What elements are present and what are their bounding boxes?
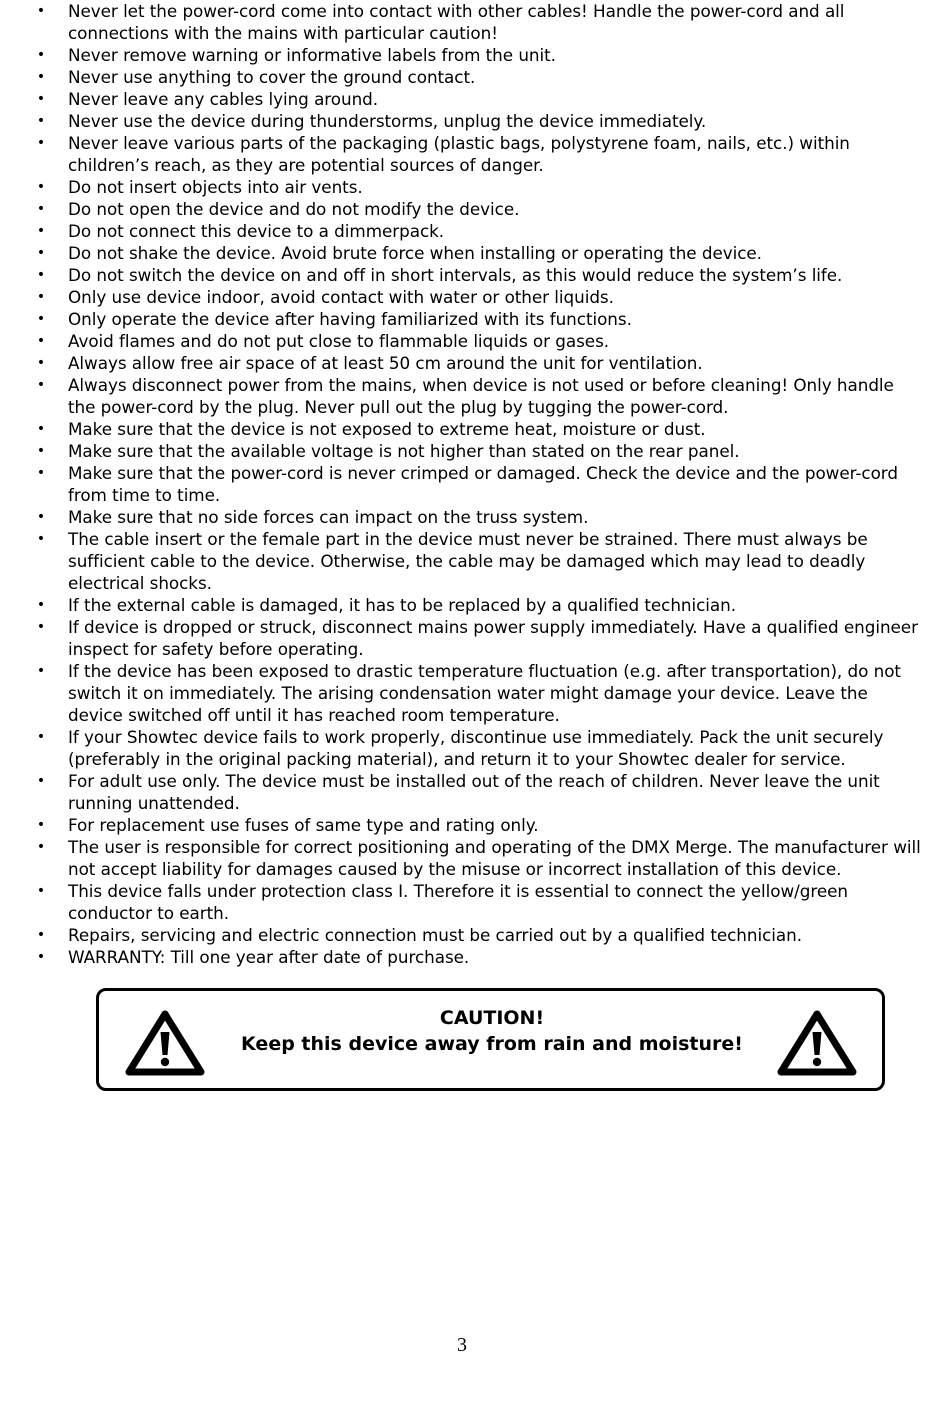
list-item [30,924,925,946]
list-item-text: Only operate the device after having familiarized with its functions. [68,309,632,329]
safety-instructions-list [30,0,925,968]
list-item [30,726,925,770]
list-item-text: Avoid flames and do not put close to flammable liquids or gases. [68,331,610,351]
list-item [30,506,925,528]
bullet-icon: • [36,773,46,789]
list-item [30,0,925,44]
bullet-icon: • [36,509,46,525]
list-item [30,88,925,110]
list-item-text: Make sure that the power-cord is never crimped or damaged. Check the device and the power-cord from time to time. [68,463,898,505]
list-item-text: Do not connect this device to a dimmerpack. [68,221,445,241]
bullet-icon: • [36,311,46,327]
bullet-icon: • [36,113,46,129]
list-item-text: Always allow free air space of at least 50 cm around the unit for ventilation. [68,353,703,373]
list-item-text: Repairs, servicing and electric connection must be carried out by a qualified technician. [68,925,802,945]
caution-box [96,988,885,1091]
list-item [30,44,925,66]
bullet-icon: • [36,3,46,19]
list-item-text: If the device has been exposed to drastic temperature fluctuation (e.g. after transportation), do not switch it on immediately. The arising condensation water might damage your device. Leave the device switched off until it has reached room temperature. [68,661,901,725]
list-item [30,264,925,286]
list-item-text: If your Showtec device fails to work properly, discontinue use immediately. Pack the unit securely (preferably in the original packing material), and return it to your Showtec dealer for service. [68,727,884,769]
list-item-text: This device falls under protection class I. Therefore it is essential to connect the yellow/green conductor to earth. [68,881,848,923]
list-item-text: Make sure that the available voltage is not higher than stated on the rear panel. [68,441,740,461]
bullet-icon: • [36,619,46,635]
list-item-text: Never remove warning or informative labels from the unit. [68,45,556,65]
bullet-icon: • [36,927,46,943]
bullet-icon: • [36,443,46,459]
bullet-icon: • [36,201,46,217]
list-item [30,220,925,242]
bullet-icon: • [36,179,46,195]
list-item-text: Do not insert objects into air vents. [68,177,363,197]
list-item-text: Never leave various parts of the packaging (plastic bags, polystyrene foam, nails, etc.) within children’s reach, as they are potential sources of danger. [68,133,850,175]
list-item [30,836,925,880]
list-item [30,110,925,132]
list-item [30,462,925,506]
list-item-text: Always disconnect power from the mains, when device is not used or before cleaning! Only handle the power-cord by the plug. Never pull out the plug by tugging the power-cord. [68,375,894,417]
bullet-icon: • [36,663,46,679]
list-item [30,946,925,968]
list-item [30,66,925,88]
list-item [30,198,925,220]
list-item-text: Do not open the device and do not modify the device. [68,199,520,219]
bullet-icon: • [36,421,46,437]
page-number: 3 [457,1334,467,1356]
list-item [30,880,925,924]
bullet-icon: • [36,531,46,547]
caution-message: Keep this device away from rain and moisture! [241,1033,743,1055]
list-item-text: Make sure that no side forces can impact on the truss system. [68,507,589,527]
list-item-text: If the external cable is damaged, it has to be replaced by a qualified technician. [68,595,737,615]
list-item [30,242,925,264]
bullet-icon: • [36,91,46,107]
list-item [30,770,925,814]
warning-triangle-icon [775,1008,859,1078]
bullet-icon: • [36,355,46,371]
bullet-icon: • [36,729,46,745]
list-item [30,418,925,440]
list-item-text: Never use the device during thunderstorms, unplug the device immediately. [68,111,707,131]
warning-triangle-icon [123,1008,207,1078]
bullet-icon: • [36,883,46,899]
list-item [30,528,925,594]
list-item [30,308,925,330]
list-item-text: The cable insert or the female part in the device must never be strained. There must always be sufficient cable to the device. Otherwise, the cable may be damaged which may lead to deadly electrical shocks. [68,529,868,593]
list-item-text: Never use anything to cover the ground contact. [68,67,476,87]
bullet-icon: • [36,949,46,965]
list-item [30,132,925,176]
bullet-icon: • [36,245,46,261]
list-item-text: If device is dropped or struck, disconnect mains power supply immediately. Have a qualified engineer inspect for safety before operating. [68,617,918,659]
list-item [30,374,925,418]
list-item-text: The user is responsible for correct positioning and operating of the DMX Merge. The manufacturer will not accept liability for damages caused by the misuse or incorrect installation of this device. [68,837,921,879]
list-item-text: Only use device indoor, avoid contact with water or other liquids. [68,287,614,307]
list-item-text: Never let the power-cord come into contact with other cables! Handle the power-cord and all connections with the mains with particular caution! [68,1,845,43]
list-item-text: Make sure that the device is not exposed to extreme heat, moisture or dust. [68,419,706,439]
list-item-text: Do not shake the device. Avoid brute force when installing or operating the device. [68,243,762,263]
bullet-icon: • [36,839,46,855]
list-item [30,594,925,616]
bullet-icon: • [36,597,46,613]
bullet-icon: • [36,135,46,151]
list-item [30,176,925,198]
list-item [30,814,925,836]
list-item-text: Never leave any cables lying around. [68,89,379,109]
list-item [30,440,925,462]
bullet-icon: • [36,223,46,239]
caution-title: CAUTION! [439,1007,545,1029]
bullet-icon: • [36,289,46,305]
list-item [30,616,925,660]
list-item-text: WARRANTY: Till one year after date of purchase. [68,947,470,967]
list-item [30,330,925,352]
list-item [30,660,925,726]
list-item [30,352,925,374]
bullet-icon: • [36,377,46,393]
list-item-text: For adult use only. The device must be installed out of the reach of children. Never leave the unit running unattended. [68,771,880,813]
bullet-icon: • [36,333,46,349]
bullet-icon: • [36,817,46,833]
list-item-text: For replacement use fuses of same type and rating only. [68,815,539,835]
bullet-icon: • [36,267,46,283]
bullet-icon: • [36,47,46,63]
list-item [30,286,925,308]
list-item-text: Do not switch the device on and off in short intervals, as this would reduce the system’s life. [68,265,843,285]
bullet-icon: • [36,69,46,85]
bullet-icon: • [36,465,46,481]
